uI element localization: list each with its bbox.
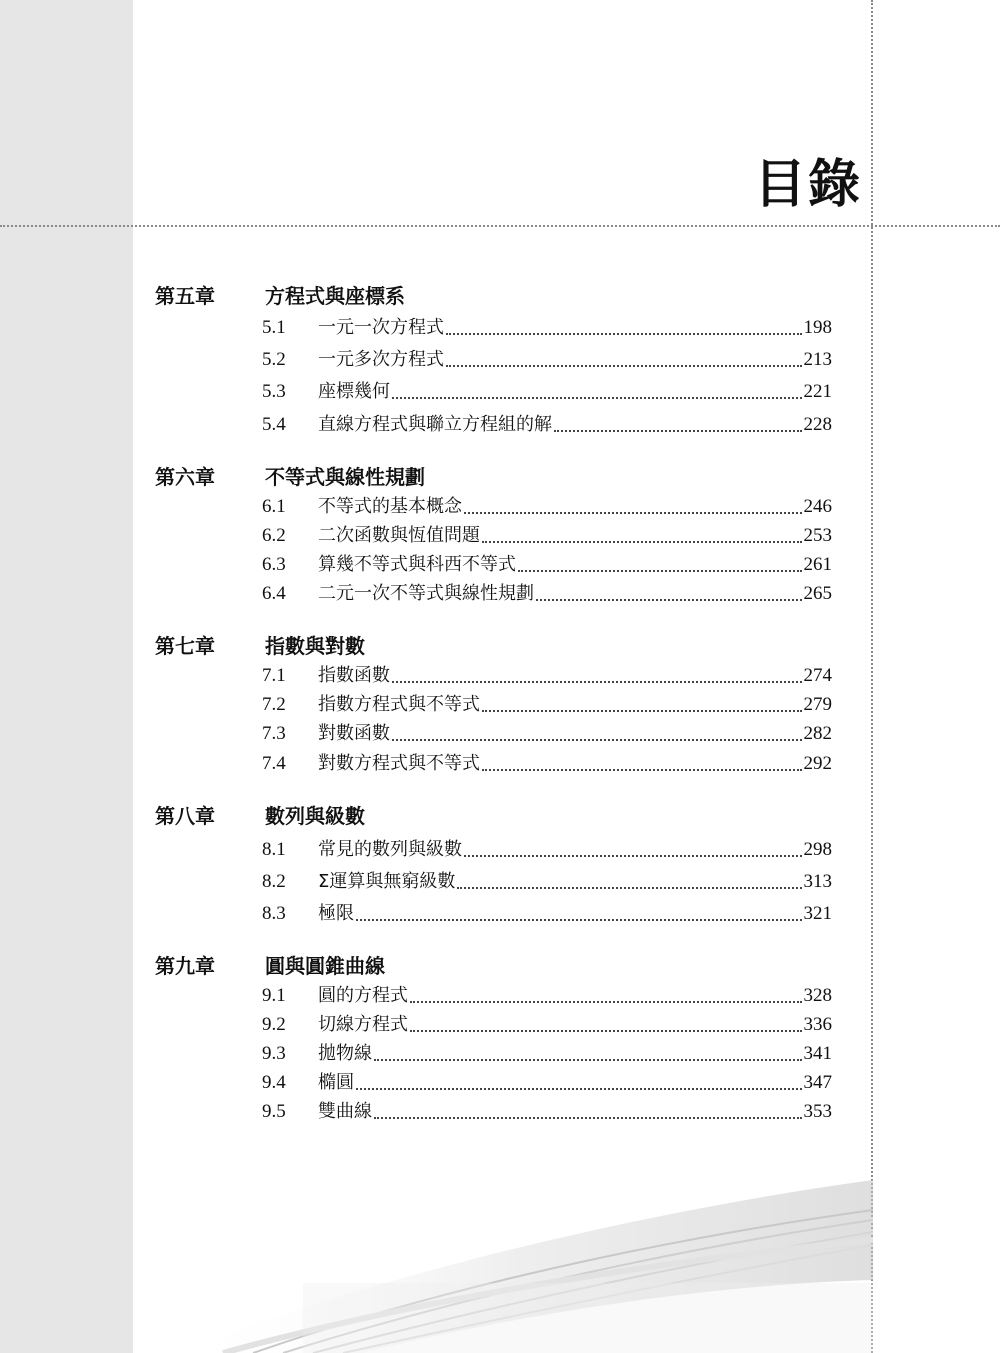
toc-entry[interactable] [262,314,832,342]
chapter-heading [155,801,365,831]
chapter-number: 第八章 [155,804,215,828]
page-number: 298 [803,839,832,860]
chapter-number: 第六章 [155,465,215,489]
page-number: 246 [803,496,832,517]
dot-leader [446,333,802,335]
page-number: 198 [803,317,832,338]
toc-entry[interactable] [262,580,832,608]
page-number: 282 [803,723,832,744]
dot-leader [482,769,802,771]
chapter-heading [155,951,385,981]
decorative-swoosh [133,1120,873,1353]
section-title: 算幾不等式與科西不等式 [318,554,516,575]
horizontal-dotted-guide [0,225,1000,227]
left-margin-band [0,0,133,1353]
toc-entry[interactable] [262,868,832,896]
dot-leader [482,710,802,712]
section-number: 8.3 [262,903,286,924]
section-title: 一元一次方程式 [318,317,444,338]
section-number: 7.3 [262,723,286,744]
page-number: 328 [803,985,832,1006]
section-title: 雙曲線 [318,1101,372,1122]
page-title: 目錄 [753,155,862,215]
toc-entry[interactable] [262,691,832,719]
section-title: 二次函數與恆值問題 [318,525,480,546]
toc-entry[interactable] [262,378,832,406]
chapter-name: 不等式與線性規劃 [265,465,425,489]
section-title: 座標幾何 [318,381,390,402]
toc-entry[interactable] [262,750,832,778]
section-number: 7.4 [262,753,286,774]
section-title: Σ運算與無窮級數 [318,871,456,892]
chapter-name: 指數與對數 [265,634,365,658]
dot-leader [482,541,802,543]
page-number: 261 [803,554,832,575]
section-title: 橢圓 [318,1072,354,1093]
section-number: 9.3 [262,1043,286,1064]
dot-leader [374,1059,802,1061]
dot-leader [446,365,802,367]
dot-leader [554,430,802,432]
chapter-heading [155,281,405,311]
section-title: 指數方程式與不等式 [318,694,480,715]
section-number: 6.2 [262,525,286,546]
dot-leader [536,599,802,601]
page-number: 353 [803,1101,832,1122]
section-title: 不等式的基本概念 [318,496,462,517]
toc-entry[interactable] [262,720,832,748]
section-number: 6.1 [262,496,286,517]
dot-leader [392,397,802,399]
toc-entry[interactable] [262,411,832,439]
toc-entry[interactable] [262,982,832,1010]
chapter-heading [155,462,425,492]
toc-entry[interactable] [262,551,832,579]
toc-entry[interactable] [262,900,832,928]
dot-leader [464,855,802,857]
section-number: 9.1 [262,985,286,1006]
section-title: 圓的方程式 [318,985,408,1006]
chapter-name: 方程式與座標系 [265,284,405,308]
page-number: 347 [803,1072,832,1093]
section-number: 7.1 [262,665,286,686]
dot-leader [374,1117,802,1119]
toc-entry[interactable] [262,836,832,864]
dot-leader [410,1030,802,1032]
section-title: 一元多次方程式 [318,349,444,370]
dot-leader [457,887,801,889]
toc-entry[interactable] [262,1040,832,1068]
section-title: 對數方程式與不等式 [318,753,480,774]
section-number: 6.4 [262,583,286,604]
page-number: 336 [803,1014,832,1035]
page-number: 341 [803,1043,832,1064]
toc-entry[interactable] [262,493,832,521]
section-title: 二元一次不等式與線性規劃 [318,583,534,604]
section-number: 5.4 [262,414,286,435]
toc-entry[interactable] [262,522,832,550]
page-number: 265 [803,583,832,604]
section-title: 切線方程式 [318,1014,408,1035]
dot-leader [356,919,802,921]
page-number: 213 [803,349,832,370]
section-title: 常見的數列與級數 [318,839,462,860]
page-number: 221 [803,381,832,402]
section-title: 拋物線 [318,1043,372,1064]
dot-leader [518,570,802,572]
dot-leader [464,512,802,514]
section-title: 直線方程式與聯立方程組的解 [318,414,552,435]
chapter-number: 第九章 [155,954,215,978]
page-number: 321 [803,903,832,924]
page-number: 253 [803,525,832,546]
section-number: 9.5 [262,1101,286,1122]
toc-entry[interactable] [262,1011,832,1039]
section-number: 7.2 [262,694,286,715]
chapter-number: 第五章 [155,284,215,308]
section-number: 9.4 [262,1072,286,1093]
dot-leader [392,681,802,683]
section-number: 8.1 [262,839,286,860]
chapter-name: 圓與圓錐曲線 [265,954,385,978]
dot-leader [410,1001,802,1003]
page-number: 292 [803,753,832,774]
toc-entry[interactable] [262,662,832,690]
toc-entry[interactable] [262,1098,832,1126]
toc-entry[interactable] [262,1069,832,1097]
section-number: 9.2 [262,1014,286,1035]
toc-entry[interactable] [262,346,832,374]
section-number: 5.2 [262,349,286,370]
page-number: 313 [803,871,832,892]
section-number: 6.3 [262,554,286,575]
section-title: 對數函數 [318,723,390,744]
section-title: 極限 [318,903,354,924]
dot-leader [356,1088,802,1090]
page-number: 274 [803,665,832,686]
page-number: 279 [803,694,832,715]
chapter-heading [155,631,365,661]
page-number: 228 [803,414,832,435]
section-number: 5.1 [262,317,286,338]
dot-leader [392,739,802,741]
chapter-number: 第七章 [155,634,215,658]
chapter-name: 數列與級數 [265,804,365,828]
section-number: 8.2 [262,871,286,892]
section-number: 5.3 [262,381,286,402]
section-title: 指數函數 [318,665,390,686]
